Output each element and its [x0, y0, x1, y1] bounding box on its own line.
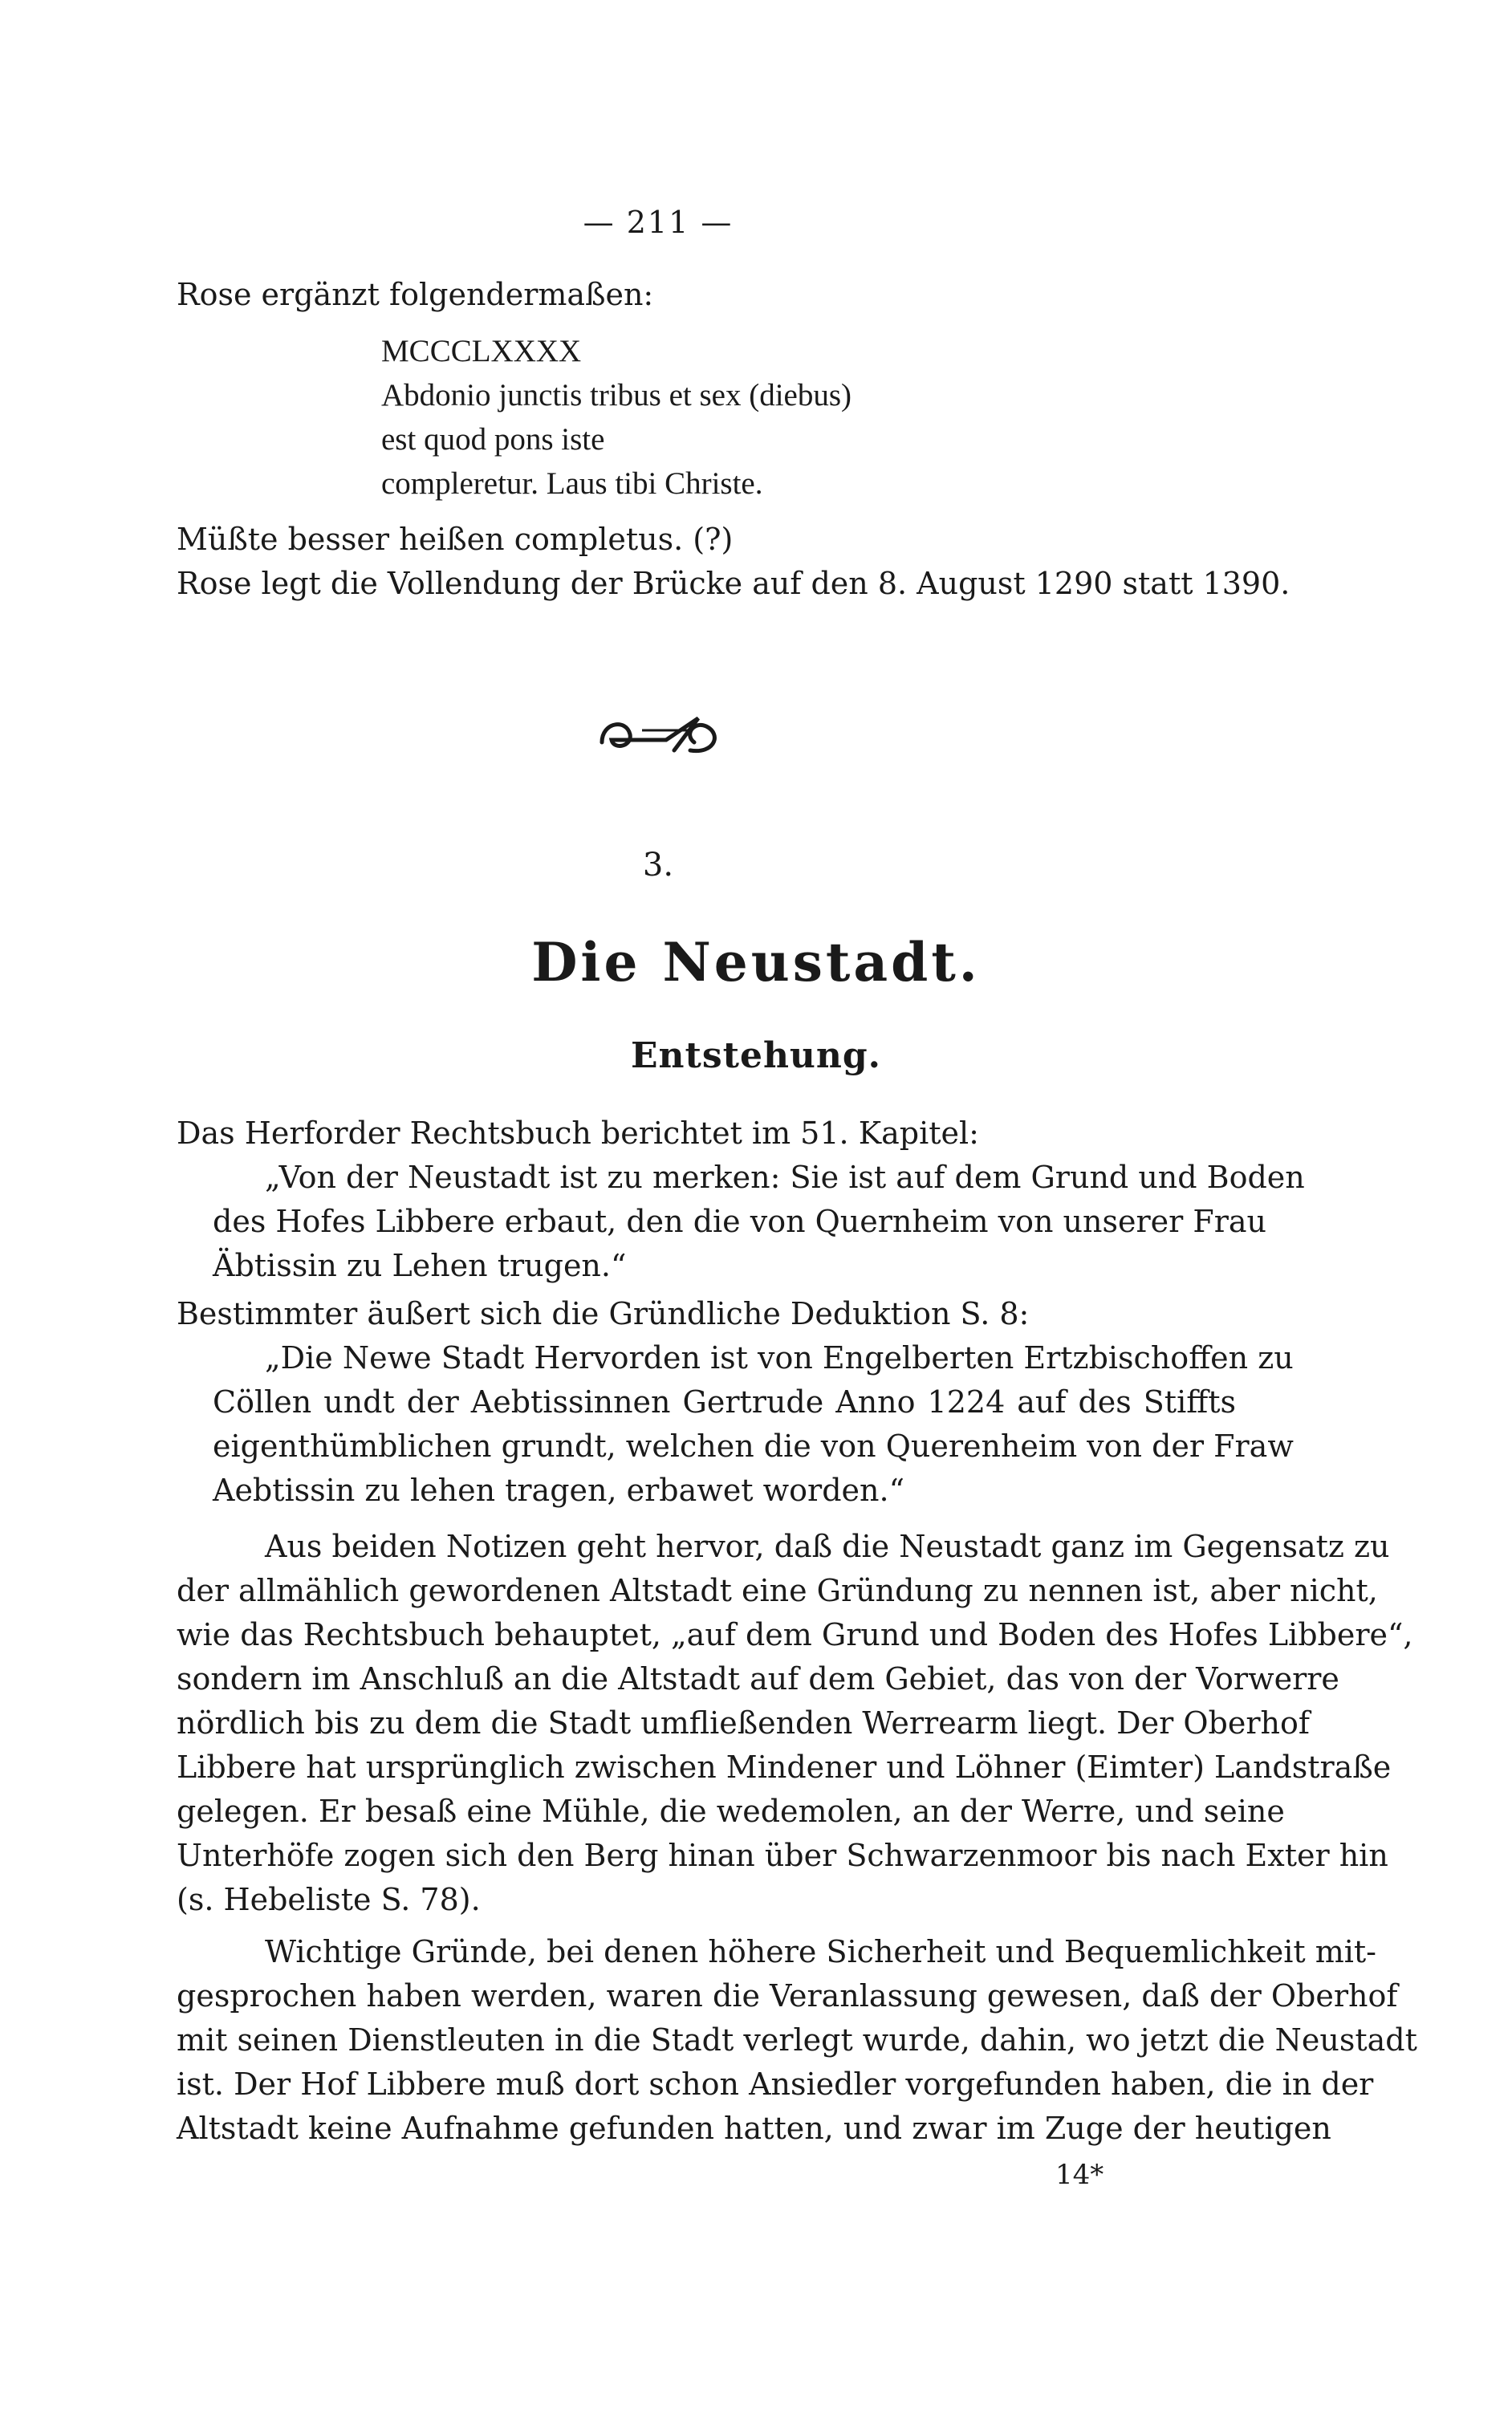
body-line-4: Äbtissin zu Lehen trugen.“: [213, 1248, 627, 1283]
body-line-10: Aus beiden Notizen geht hervor, daß die Neustadt ganz im Gegensatz zu: [265, 1529, 1390, 1564]
body-line-15: Libbere hat ursprünglich zwischen Mindener und Löhner (Eimter) Landstraße: [177, 1750, 1392, 1785]
body-line-11: der allmählich gewordenen Altstadt eine Gründung zu nennen ist, aber nicht,: [177, 1573, 1378, 1608]
latin-line-2: Abdonio junctis tribus et sex (diebus): [381, 378, 852, 412]
page-number: — 211 —: [583, 205, 734, 240]
latin-line-3: est quod pons iste: [381, 422, 605, 457]
body-line-8: eigenthümblichen grundt, welchen die von Querenheim von der Fraw: [213, 1428, 1294, 1464]
chapter-title: Die Neustadt.: [531, 931, 981, 994]
body-line-14: nördlich bis zu dem die Stadt umfließenden Werrearm liegt. Der Oberhof: [177, 1705, 1310, 1741]
rose-intro-line: Rose ergänzt folgendermaßen:: [177, 277, 654, 312]
latin-line-4: compleretur. Laus tibi Christe.: [381, 466, 763, 501]
body-line-23: Altstadt keine Aufnahme gefunden hatten, und zwar im Zuge der heutigen: [177, 2111, 1331, 2146]
body-line-16: gelegen. Er besaß eine Mühle, die wedemolen, an der Werre, und seine: [177, 1794, 1285, 1829]
note-line-1: Müßte besser heißen completus. (?): [177, 522, 734, 557]
body-line-9: Aebtissin zu lehen tragen, erbawet worden.“: [213, 1473, 905, 1508]
body-line-20: gesprochen haben werden, waren die Veranlassung gewesen, daß der Oberhof: [177, 1978, 1398, 2014]
body-line-5: Bestimmter äußert sich die Gründliche Deduktion S. 8:: [177, 1296, 1030, 1331]
body-line-12: wie das Rechtsbuch behauptet, „auf dem Grund und Boden des Hofes Libbere“,: [177, 1617, 1413, 1652]
body-line-7: Cöllen undt der Aebtissinnen Gertrude Anno 1224 auf des Stiffts: [213, 1384, 1236, 1420]
body-line-3: des Hofes Libbere erbaut, den die von Quernheim von unserer Frau: [213, 1204, 1267, 1239]
body-line-18: (s. Hebeliste S. 78).: [177, 1882, 481, 1917]
body-line-21: mit seinen Dienstleuten in die Stadt verlegt wurde, dahin, wo jetzt die Neustadt: [177, 2022, 1417, 2058]
body-line-13: sondern im Anschluß an die Altstadt auf dem Gebiet, das von der Vorwerre: [177, 1661, 1339, 1697]
chapter-subtitle: Entstehung.: [631, 1035, 881, 1076]
note-line-2: Rose legt die Vollendung der Brücke auf den 8. August 1290 statt 1390.: [177, 566, 1290, 601]
latin-line-1: MCCCLXXXX: [381, 334, 582, 368]
body-line-22: ist. Der Hof Libbere muß dort schon Ansiedler vorgefunden haben, die in der: [177, 2067, 1374, 2102]
body-line-17: Unterhöfe zogen sich den Berg hinan über Schwarzenmoor bis nach Exter hin: [177, 1838, 1388, 1873]
body-line-19: Wichtige Gründe, bei denen höhere Sicherheit und Bequemlichkeit mit-: [265, 1934, 1376, 1969]
body-line-6: „Die Newe Stadt Hervorden ist von Engelberten Ertzbischoffen zu: [265, 1340, 1294, 1376]
section-number: 3.: [642, 847, 674, 884]
body-line-2: „Von der Neustadt ist zu merken: Sie ist auf dem Grund und Boden: [265, 1160, 1305, 1195]
ornament-icon: [594, 706, 730, 762]
body-line-1: Das Herforder Rechtsbuch berichtet im 51. Kapitel:: [177, 1116, 979, 1151]
signature-mark: 14*: [1055, 2159, 1104, 2191]
